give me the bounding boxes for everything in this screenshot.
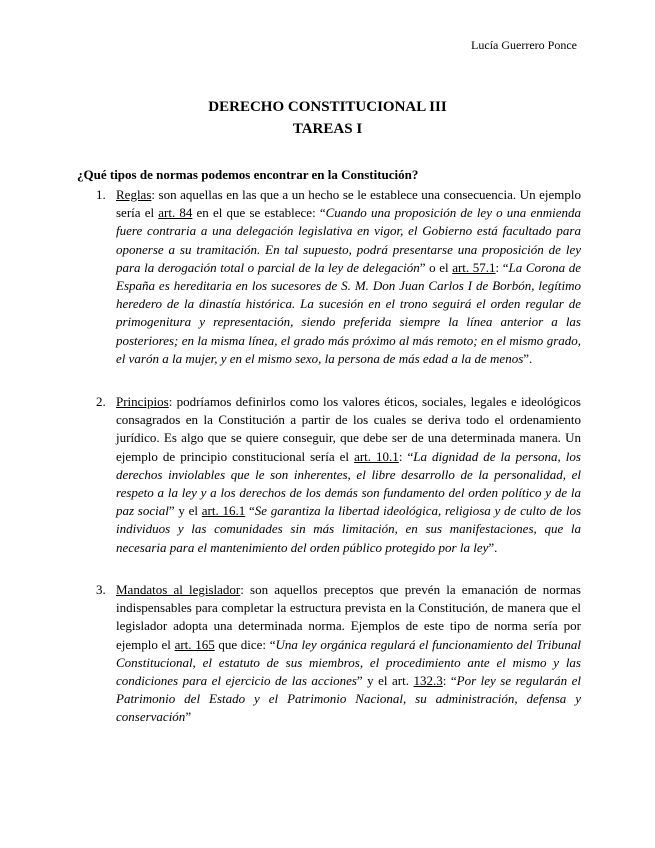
body-text: : son aquellos preceptos que prevén la emanación de normas indispensables para completar la estructura prevista en la Constitución, de manera que el legislador adopta una determinada norma. Ejemplos de este tipo de norma sería por ejemplo el [116,582,581,652]
article-reference: art. 165 [174,636,215,652]
body-text: : “ [495,259,509,275]
body-text: : podríamos definirlos como los valores éticos, sociales, legales e ideológicos consagrados en la Constitución a partir de los cuales se deriva todo el ordenamiento jurídico. Es algo que se quiere conseguir, que debe ser de una determinada manera. Un ejemplo de principio constitucional sería el [116,394,581,464]
body-text: que dice: “ [214,636,276,652]
body-text: ” y el art. [356,673,414,689]
term-label: Reglas [116,187,152,202]
list-item-number: 1. [96,187,106,202]
term-label: Principios [116,394,169,409]
article-quote: Por ley se regularán el Patrimonio del Estado y el Patrimonio Nacional, su administración, defensa y conservación [116,673,581,725]
list-item-number: 2. [96,394,106,409]
article-reference: 132.3 [413,673,443,689]
body-text: “ [245,503,255,519]
article-reference: art. 84 [158,205,193,221]
list-item-body [116,393,581,557]
article-reference: art. 16.1 [201,503,246,519]
body-text: : son aquellas en las que a un hecho se le establece una consecuencia. Un ejemplo sería el [116,187,581,221]
body-text: en el que se establece: “ [192,205,326,221]
author-name: Lucía Guerrero Ponce [471,38,577,52]
section-question: ¿Qué tipos de normas podemos encontrar en la Constitución? [77,167,419,182]
term-label: Mandatos al legislador [116,582,241,597]
article-quote: Cuando una proposición de ley o una enmienda fuere contraria a una delegación legislativa en vigor, el Gobierno está facultado para oponerse a su tramitación. En tal supuesto, podrá presentarse una proposición de ley para la derogación total o parcial de la ley de delegación [116,205,581,275]
article-quote: La dignidad de la persona, los derechos inviolables que le son inherentes, el libre desarrollo de la personalidad, el respeto a la ley y a los derechos de los demás son fundamento del orden político y de la paz social [116,448,581,519]
list-item-mandatos [96,581,581,727]
body-text: : “ [398,448,414,464]
list-item-body [116,186,581,368]
article-quote: Una ley orgánica regulará el funcionamiento del Tribunal Constitucional, el estatuto de sus miembros, el procedimiento ante el mismo y las condiciones para el ejercicio de las acciones [116,636,581,689]
list-item-number: 3. [96,582,106,597]
body-text: ” o el [419,259,453,275]
list-item-body [116,581,581,727]
body-text: ”. [523,350,533,366]
body-text: ” y el [168,503,202,519]
list-item-reglas [96,186,581,368]
article-quote: La Corona de España es hereditaria en los sucesores de S. M. Don Juan Carlos I de Borbón, legítimo heredero de la dinastía histórica. La sucesión en el trono seguirá el orden regular de primogenitura y representación, siendo preferida siempre la línea anterior a las posteriores; en la misma línea, el grado más próximo al más remoto; en el mismo grado, el varón a la mujer, y en el mismo sexo, la persona de más edad a la de menos [116,259,581,366]
article-reference: art. 10.1 [354,448,399,464]
article-reference: art. 57.1 [452,259,496,275]
article-quote: Se garantiza la libertad ideológica, religiosa y de culto de los individuos y las comunidades sin más limitación, en sus manifestaciones, que la necesaria para el mantenimiento del orden público protegido por la ley [116,503,582,555]
list-item-principios [96,393,581,557]
body-text: ”. [488,539,498,555]
body-text: : “ [442,673,457,689]
document-subtitle: TAREAS I [292,121,363,137]
body-text: ” [185,709,192,725]
document-title: DERECHO CONSTITUCIONAL III [208,99,447,115]
